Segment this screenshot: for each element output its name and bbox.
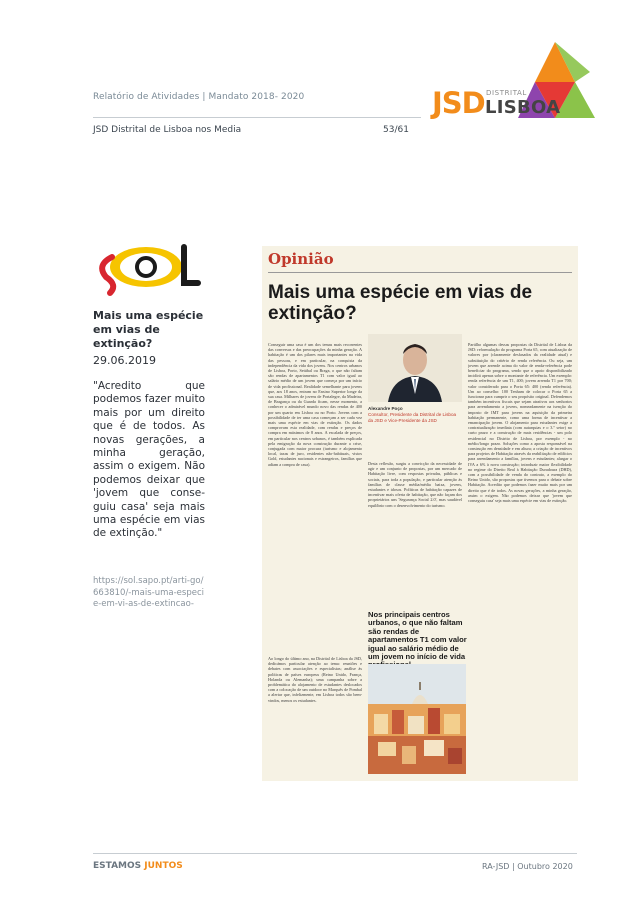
footer-divider [93, 853, 577, 854]
article-date: 29.06.2019 [93, 354, 156, 367]
author-name: Alexandre Poço [368, 406, 403, 411]
jsd-lisboa-logo [430, 42, 600, 122]
city-skyline-icon [368, 664, 466, 774]
clipping-section: Opinião [268, 250, 334, 268]
footer-slogan-b: JUNTOS [144, 861, 183, 871]
section-title: JSD Distrital de Lisboa nos Media [93, 125, 242, 135]
logo-jsd-text: JSD [432, 86, 485, 120]
clipping-divider [268, 272, 572, 273]
logo-distrital-text: DISTRITAL [486, 89, 527, 97]
clipping-column-2: Desta reflexão, surgiu a convicção da necessidade de agir e um conjunto de propostas, por um mercado de Habitação livre, com respostas privadas, públicas e sociais, para toda a população, e particular atenção às famílias de classe média/média baixa, jovens, estudantes e idosos. Políticas de habitação capazes de incentivar mais oferta de habitação, que não façam dos proprietários uns 'Segurança Social 2.0', mas saudável equilíbrio com o desenvolvimento do turismo. [368, 461, 462, 508]
footer-info: RA-JSD | Outubro 2020 [482, 862, 573, 871]
author-byline [368, 406, 462, 424]
clipping-column-1b: Ao longo do último ano, na Distrital de Lisboa da JSD, dedicámos particular atenção ao tema: reuniões e debates com associações e especialistas; análise às políticas de países europeus (Reino Unido, França, Holanda ou Alemanha); uma campanha sobre a problemática do alojamento de estudantes deslocados com a colocação de um outdoor no Marquês de Pombal a alertar que, infelizmente, em Lisboa todos são bem-vindos, menos os estudantes. [268, 656, 362, 703]
sol-newspaper-logo [92, 237, 202, 297]
page-number: 53/61 [383, 125, 409, 135]
article-link[interactable]: https://sol.sapo.pt/arti-go/663810/-mais-uma-especie-em-vi-as-de-extincao- [93, 576, 204, 609]
clipping-pull-quote: Nos principais centros urbanos, o que não faltam são rendas de apartamentos T1 com valor igual ao salário médio de um jovem no início de vida [368, 610, 467, 662]
article-title: Mais uma espécie em vias de extinção? [93, 309, 204, 350]
header-divider [93, 117, 421, 118]
footer-slogan-a: ESTAMOS [93, 861, 142, 871]
article-quote: "Acredito que podemos fazer muito mais por um direito que é de todos. As novas gerações, a minha geração, assim o exigem. Não podemos deixar que 'jovem que conse-guiu casa' seja mais uma espécie em vias de extinção." [93, 380, 205, 540]
logo-lisboa-text: LISBOA [485, 97, 561, 118]
lisbon-city-photo [368, 664, 466, 774]
author-photo [368, 334, 462, 402]
author-portrait-icon [368, 334, 462, 402]
clipping-column-1: Conseguir uma casa é um dos temas mais recorrentes das conversas e das preocupações da minha geração. A habitação é um dos pilares mais importantes na vida das pessoas, e em particular, na conquista da independência da vida dos jovens. Nos centros urbanos de Lisboa, Porto, Setúbal ou Braga, o que não faltam são rendas de apartamentos T1 com valor igual ao salário médio de um jovem que começa por um início de vida profissional. Realidade semelhante para jovens que, aos 18 anos, entram no Ensino Superior longe da sua casa. Milhares de jovens de Portalegre, da Madeira, de Bragança ou da Guarda ficam, nesse momento, a conhecer o admirável mundo novo das rendas de 400 por um quarto em Lisboa ou no Porto. Jovens com a possibilidade de ter uma casa começam a ser cada vez mais uma espécie em vias de extinção. Os dados comprovam esta realidade, com rendas e preços de compra em máximos de 8 anos. A escalada de preços, em particular nos centros urbanos, é também explicada pela emigração da nova construção durante a crise, conjugada com maior procura (turismo e alojamento local, taxas de juro, residentes não-habituais, vistos Gold, estudantes nacionais e estrangeiros, famílias que adiam a compra de casa). [268, 342, 362, 467]
report-label: Relatório de Atividades | Mandato 2018- 2020 [93, 92, 305, 102]
author-role: Consultor, Presidente da Distrital de Lisboa da JSD e Vice-Presidente da JSD [368, 412, 457, 423]
newspaper-clipping [262, 246, 578, 781]
footer-slogan [93, 861, 183, 871]
clipping-headline: Mais uma espécie em vias de extinção? [268, 282, 533, 324]
clipping-column-3: Partilho algumas dessas propostas da Distrital de Lisboa da JSD: reformulação do programa Porta 65, com atualização de valores por (claramente desfasados da realidade atual) e substituição do critério de renda referência. Ou seja, um jovem que arrende acima do valor de renda-referência pode beneficiar do programa, sendo que o apoio disponibilizado incidirá apenas sobre o montante de referência. Um exemplo: renda referência de um T1, 400; jovem arrenda T1 por 700; valor considerado para o Porta 65: 400 (renda referência). Um ao conselho: 100 Tenham de colocar o Porta 65 a funcionar para cumprir o seu propósito original. Defendemos também incentivos fiscais que sejam atrativos aos senhorios para arrendamento a jovens, nomeadamente na isenção do imposto de IMT para jovens na aquisição da primeira habitação permanente, como uma forma de incentivar a emancipação jovem. O alojamento para estudantes exige a contratualização imediata (com autarquias e o 3.º setor) no curto prazo e a construção de mais residências - um polo residencial no Distrito de Lisboa, por exemplo - no médio/longo prazo. Soluções como a aposta responsável na construção em densidade e em altura; a criação de incentivos para projetos de Habitação através da reabilitação de edifícios para arrendamento a famílias, jovens e estudantes; alargar o IVA a 6% à nova construção; introduzir maior flexibilidade no regime do Direito Real à Habitação Duradoura (DHD), com a possibilidade de venda do contrato, a exemplo do Reino Unido, são propostas que tivemos para o debate sobre Habitação. Acredito que podemos fazer muito mais por um direito que é de todos. As novas gerações, a minha geração, assim o exigem. Não podemos deixar que 'jovem que conseguiu casa' seja mais uma espécie em vias de extinção. [468, 342, 572, 504]
sol-sun-icon [92, 237, 202, 297]
